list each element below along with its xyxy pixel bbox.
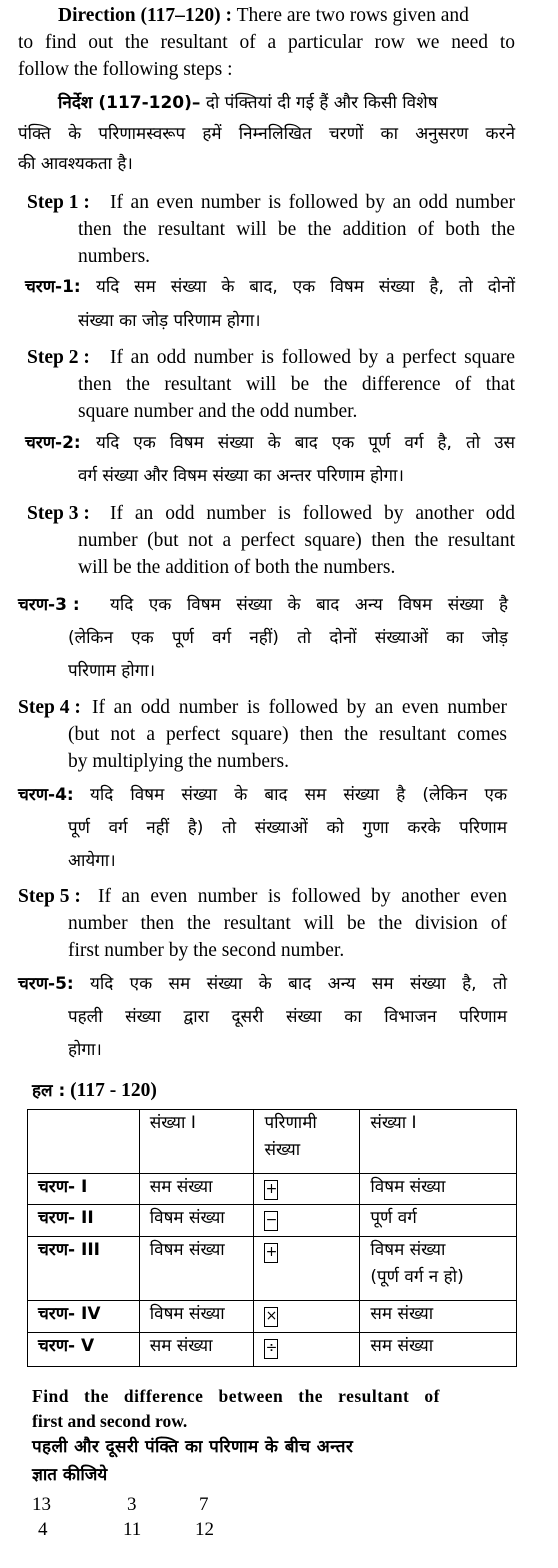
table-row [28,1301,517,1333]
step-5-line-3: first number by the second number. [68,940,345,961]
divide-icon: ÷ [264,1339,278,1359]
charan-5-label: चरण-5: [18,974,74,994]
charan-2-line-2: वर्ग संख्या और विषम संख्या का अन्तर परिणाम होगा। [78,466,404,486]
step-4-line-1: If an odd number is followed by an even number [92,697,507,718]
step-2-label: Step 2 : [27,347,90,368]
step-1-line-1: If an even number is followed by an odd number [110,192,515,213]
step-2-line-1: If an odd number is followed by a perfect square [110,347,515,368]
direction-line-3: follow the following steps : [18,59,233,80]
row2-num-1: 4 [38,1519,48,1540]
row-num2: पूर्ण वर्ग [360,1205,517,1237]
direction-line-2: to find out the resultant of a particular row we need to [18,32,515,53]
minus-icon: − [264,1211,278,1231]
row-op [254,1205,360,1237]
row-num2: विषम संख्या [360,1174,517,1205]
row-op [254,1237,360,1301]
charan-4-line-3: आयेगा। [68,851,116,871]
table-row [28,1174,517,1205]
row-step: चरण- III [28,1237,140,1301]
charan-3-line-1: यदि एक विषम संख्या के बाद अन्य विषम संख्या है [110,595,508,615]
charan-4-label: चरण-4: [18,785,74,805]
row-step: चरण- IV [28,1301,140,1333]
row1-num-3: 7 [199,1494,209,1515]
row-step: चरण- II [28,1205,140,1237]
table-row [28,1237,517,1301]
question-hi-line-1: पहली और दूसरी पंक्ति का परिणाम के बीच अन्तर [32,1437,354,1457]
header-cell-num1: संख्या I [139,1110,254,1174]
charan-4-line-1: यदि विषम संख्या के बाद सम संख्या है (लेकिन एक [90,785,507,805]
question-hi-line-2: ज्ञात कीजिये [32,1465,108,1485]
table-header-row [28,1110,517,1174]
charan-3-line-3: परिणाम होगा। [68,661,156,681]
charan-1-line-2: संख्या का जोड़ परिणाम होगा। [78,311,261,331]
row-num1: सम संख्या [139,1174,254,1205]
step-2-line-2: then the resultant will be the difference of that [78,374,515,395]
row-num1: विषम संख्या [139,1237,254,1301]
row-step: चरण- I [28,1174,140,1205]
row-op [254,1174,360,1205]
charan-1-line-1: यदि सम संख्या के बाद, एक विषम संख्या है, तो दोनों [96,277,515,297]
step-3-line-3: will be the addition of both the numbers. [78,557,396,578]
solution-label: हल : [32,1081,66,1101]
charan-4-line-2: पूर्ण वर्ग नहीं है) तो संख्याओं को गुणा करके परिणाम [68,818,507,838]
step-1-label: Step 1 : [27,192,90,213]
step-4-line-3: by multiplying the numbers. [68,751,289,772]
steps-table [27,1109,517,1367]
plus-icon: + [264,1180,278,1200]
header-cell-result: परिणामी संख्या [254,1110,360,1174]
step-3-label: Step 3 : [27,503,90,524]
charan-5-line-1: यदि एक सम संख्या के बाद अन्य सम संख्या है, तो [90,974,507,994]
row-num2-note: (पूर्ण वर्ग न हो) [370,1267,464,1287]
step-5-line-2: number then the resultant will be the division of [68,913,507,934]
step-1-line-2: then the resultant will be the addition of both the [78,219,515,240]
row1-num-1: 13 [32,1494,51,1515]
nirdesh-line-1 [58,90,438,117]
row-op [254,1301,360,1333]
row2-num-3: 12 [195,1519,214,1540]
solution-heading [32,1077,157,1105]
header-cell-num2: संख्या I [360,1110,517,1174]
nirdesh-line-3: की आवश्यकता है। [18,154,133,174]
nirdesh-label: निर्देश (117-120)– [58,93,201,113]
table-row [28,1205,517,1237]
charan-3-label: चरण-3 : [18,595,80,615]
charan-5-line-2: पहली संख्या द्वारा दूसरी संख्या का विभाजन परिणाम [68,1007,507,1027]
multiply-icon: × [264,1307,278,1327]
charan-1-label: चरण-1: [25,277,81,297]
plus-icon: + [264,1243,278,1263]
row-num2: विषम संख्या [370,1240,446,1260]
row-num2-cell [360,1237,517,1301]
step-3-line-1: If an odd number is followed by another odd [110,503,515,524]
step-4-label: Step 4 : [18,697,81,718]
question-en-line-2: first and second row. [32,1411,188,1431]
charan-2-line-1: यदि एक विषम संख्या के बाद एक पूर्ण वर्ग है, तो उस [96,433,515,453]
row1-num-2: 3 [127,1494,137,1515]
direction-line-1 [58,2,469,29]
charan-3-line-2: (लेकिन एक पूर्ण वर्ग नहीं) तो दोनों संख्याओं का जोड़ [68,628,508,648]
step-4-line-2: (but not a perfect square) then the resultant comes [68,724,507,745]
direction-label: Direction (117–120) : [58,5,233,26]
row2-num-2: 11 [123,1519,142,1540]
header-cell-step [28,1110,140,1174]
charan-5-line-3: होगा। [68,1040,102,1060]
solution-range: (117 - 120) [70,1080,157,1101]
nirdesh-line-2: पंक्ति के परिणामस्वरूप हमें निम्नलिखित चरणों का अनुसरण करने [18,124,515,144]
question-en-line-1: Find the difference between the resultant of [32,1386,440,1406]
nirdesh-text-1: दो पंक्तियां दी गई हैं और किसी विशेष [205,93,438,113]
step-1-line-3: numbers. [78,246,151,267]
step-3-line-2: number (but not a perfect square) then the resultant [78,530,515,551]
row-op [254,1333,360,1367]
row-num2: सम संख्या [360,1301,517,1333]
step-5-line-1: If an even number is followed by another even [98,886,507,907]
step-2-line-3: square number and the odd number. [78,401,358,422]
direction-text-1: There are two rows given and [236,5,469,26]
step-5-label: Step 5 : [18,886,81,907]
charan-2-label: चरण-2: [25,433,81,453]
row-num2: सम संख्या [360,1333,517,1367]
row-step: चरण- V [28,1333,140,1367]
row-num1: सम संख्या [139,1333,254,1367]
row-num1: विषम संख्या [139,1301,254,1333]
row-num1: विषम संख्या [139,1205,254,1237]
table-row [28,1333,517,1367]
